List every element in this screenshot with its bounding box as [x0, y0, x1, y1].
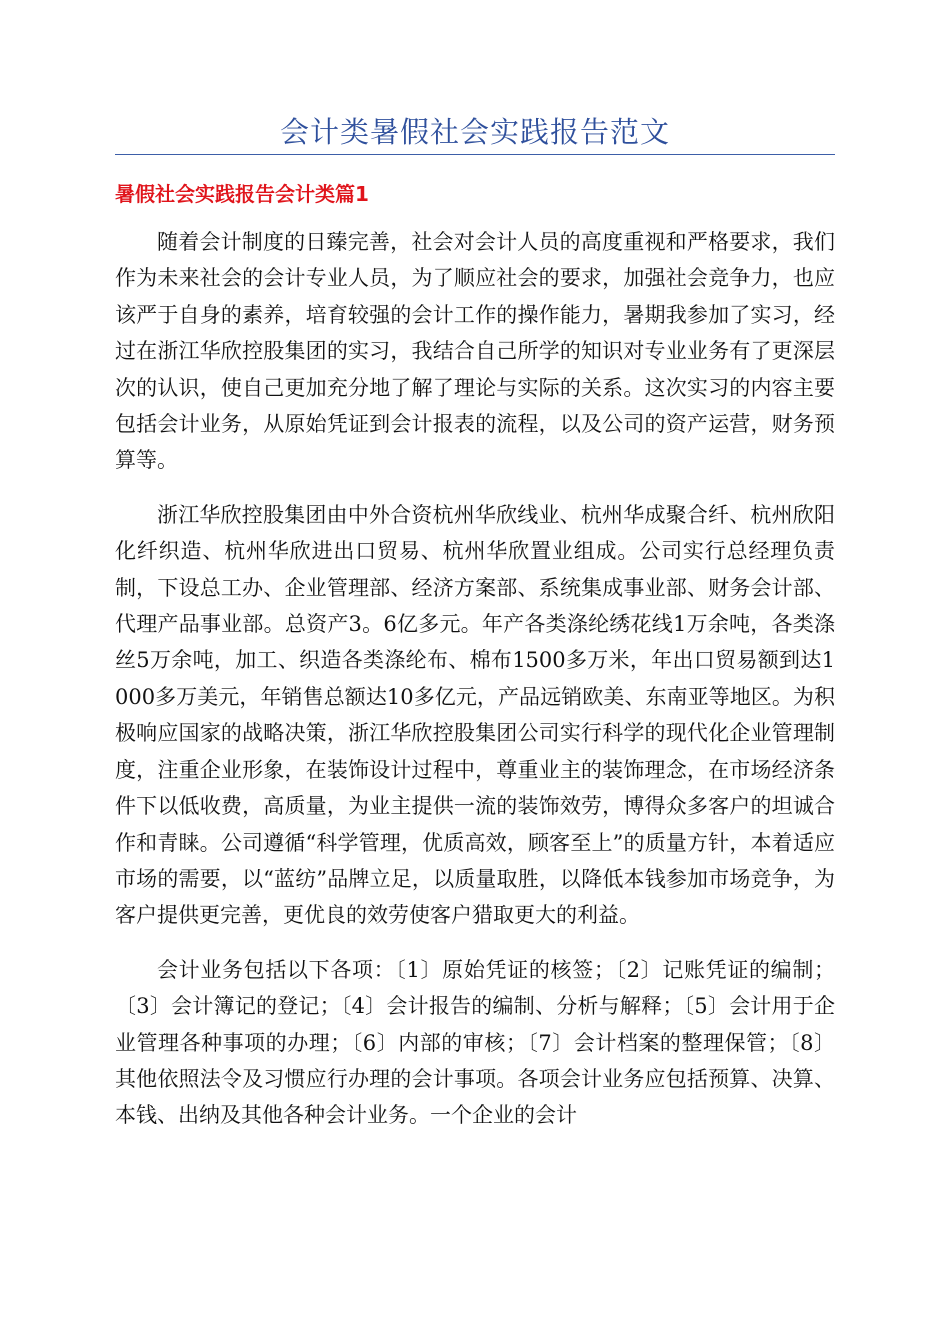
paragraph-1: 随着会计制度的日臻完善，社会对会计人员的高度重视和严格要求，我们作为未来社会的会计专业人员，为了顺应社会的要求，加强社会竞争力，也应该严于自身的素养，培育较强的会计工作的操作能力，暑期我参加了实习，经过在浙江华欣控股集团的实习，我结合自己所学的知识对专业业务有了更深层次的认识，使自己更加充分地了解了理论与实际的关系。这次实习的内容主要包括会计业务，从原始凭证到会计报表的流程，以及公司的资产运营，财务预算等。 — [115, 230, 835, 473]
section-heading: 暑假社会实践报告会计类篇1 — [115, 182, 369, 206]
paragraph-2: 浙江华欣控股集团由中外合资杭州华欣线业、杭州华成聚合纤、杭州欣阳化纤织造、杭州华欣进出口贸易、杭州华欣置业组成。公司实行总经理负责制，下设总工办、企业管理部、经济方案部、系统集成事业部、财务会计部、代理产品事业部。总资产3。6亿多元。年产各类涤纶绣花线1万余吨，各类涤丝5万余吨，加工、织造各类涤纶布、棉布1500多万米，年出口贸易额到达1000多万美元，年销售总额达10多亿元，产品远销欧美、东南亚等地区。为积极响应国家的战略决策，浙江华欣控股集团公司实行科学的现代化企业管理制度，注重企业形象，在装饰设计过程中，尊重业主的装饰理念，在市场经济条件下以低收费，高质量，为业主提供一流的装饰效劳，博得众多客户的坦诚合作和青睐。公司遵循“科学管理，优质高效，顾客至上”的质量方针，本着适应市场的需要，以“蓝纺”品牌立足，以质量取胜，以降低本钱参加市场竞争，为客户提供更完善，更优良的效劳使客户猎取更大的利益。 — [115, 502, 835, 928]
title-underline-divider — [115, 154, 835, 155]
paragraph-3: 会计业务包括以下各项：〔1〕原始凭证的核签；〔2〕记账凭证的编制；〔3〕会计簿记的登记；〔4〕会计报告的编制、分析与解释；〔5〕会计用于企业管理各种事项的办理；〔6〕内部的审核；〔7〕会计档案的整理保管；〔8〕其他依照法令及习惯应行办理的会计事项。各项会计业务应包括预算、决算、本钱、出纳及其他各种会计业务。一个企业的会计 — [115, 957, 835, 1128]
document-title: 会计类暑假社会实践报告范文 — [279, 115, 670, 149]
body-text — [115, 224, 835, 1152]
